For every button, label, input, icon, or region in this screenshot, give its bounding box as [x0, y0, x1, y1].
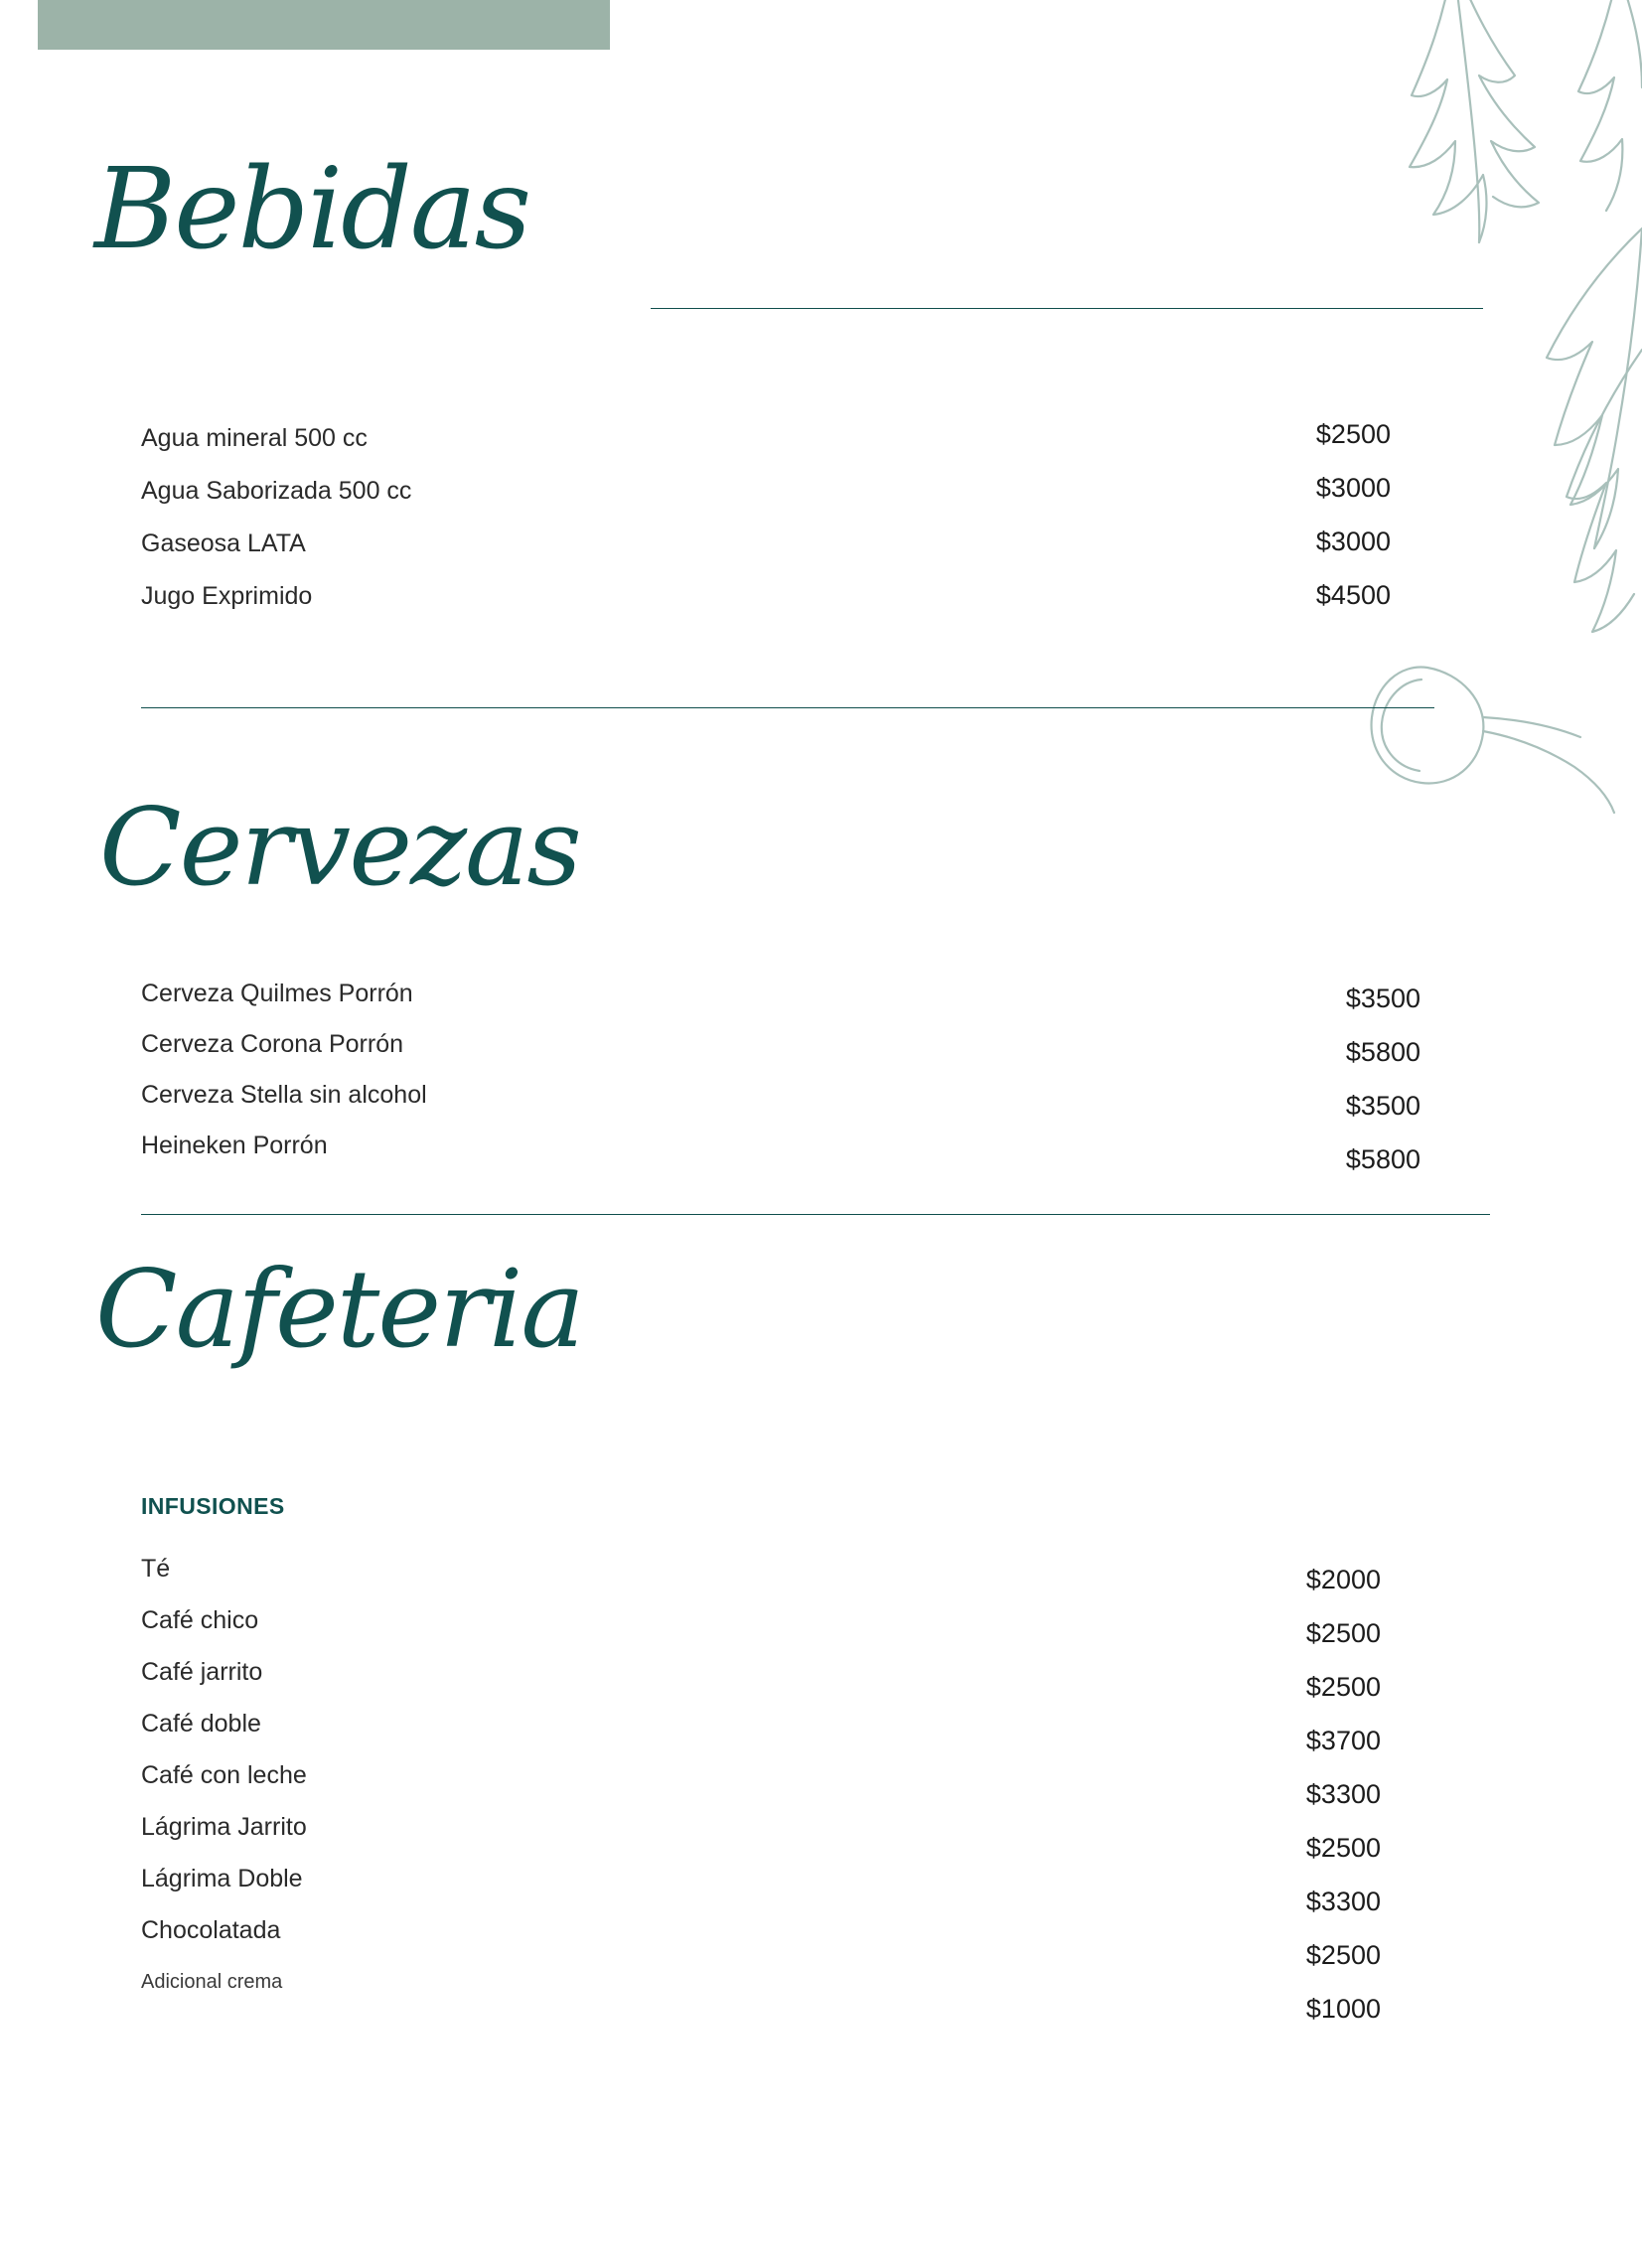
menu-item-list-bebidas — [141, 412, 411, 623]
section-title-bebidas: Bebidas — [94, 145, 530, 274]
price-value: $3500 — [1345, 1091, 1420, 1121]
section-title-cervezas: Cervezas — [99, 786, 580, 910]
price-value: $3000 — [1315, 473, 1391, 503]
section-divider-bottom-cervezas — [141, 1214, 1490, 1215]
price-list-cafeteria — [1132, 1553, 1381, 2036]
list-item: Lágrima Jarrito — [141, 1813, 307, 1841]
list-item: Adicional crema — [141, 1971, 283, 1993]
subsection-heading-infusiones: INFUSIONES — [141, 1493, 285, 1519]
section-title-cafeteria: Cafeteria — [95, 1248, 583, 1372]
header-accent-bar — [38, 0, 610, 50]
price-list-cervezas — [1172, 972, 1420, 1186]
list-item: Cerveza Stella sin alcohol — [141, 1081, 427, 1109]
price-value: $3500 — [1345, 983, 1420, 1013]
price-value: $5800 — [1345, 1037, 1420, 1067]
price-value: $2500 — [1315, 419, 1391, 449]
list-item: Agua Saborizada 500 cc — [141, 477, 412, 505]
list-item: Cerveza Quilmes Porrón — [141, 980, 413, 1007]
list-item: Gaseosa LATA — [141, 529, 306, 557]
list-item: Café chico — [141, 1606, 259, 1634]
list-item: Café jarrito — [141, 1658, 263, 1686]
list-item: Té — [141, 1555, 171, 1583]
list-item: Chocolatada — [141, 1916, 281, 1944]
list-item: Cerveza Corona Porrón — [141, 1030, 404, 1058]
list-item: Lágrima Doble — [141, 1865, 303, 1892]
menu-item-list-cafeteria — [141, 1543, 307, 2008]
section-divider-bebidas — [651, 308, 1483, 309]
list-item: Agua mineral 500 cc — [141, 424, 368, 452]
price-value: $2500 — [1305, 1940, 1381, 1970]
list-item: Jugo Exprimido — [141, 582, 313, 610]
price-value: $2500 — [1305, 1833, 1381, 1863]
price-value: $2000 — [1305, 1565, 1381, 1594]
list-item: Café con leche — [141, 1761, 307, 1789]
price-value: $2500 — [1305, 1618, 1381, 1648]
section-divider-bottom-bebidas — [141, 707, 1434, 708]
price-list-bebidas — [1142, 407, 1391, 622]
menu-item-list-cervezas — [141, 969, 427, 1171]
price-value: $4500 — [1315, 580, 1391, 610]
list-item: Café doble — [141, 1710, 261, 1738]
price-value: $3700 — [1305, 1726, 1381, 1755]
price-value: $2500 — [1305, 1672, 1381, 1702]
price-value: $3300 — [1305, 1887, 1381, 1916]
list-item: Heineken Porrón — [141, 1132, 328, 1159]
price-value: $3000 — [1315, 527, 1391, 556]
price-value: $3300 — [1305, 1779, 1381, 1809]
price-value: $5800 — [1345, 1144, 1420, 1174]
price-value: $1000 — [1305, 1994, 1381, 2024]
